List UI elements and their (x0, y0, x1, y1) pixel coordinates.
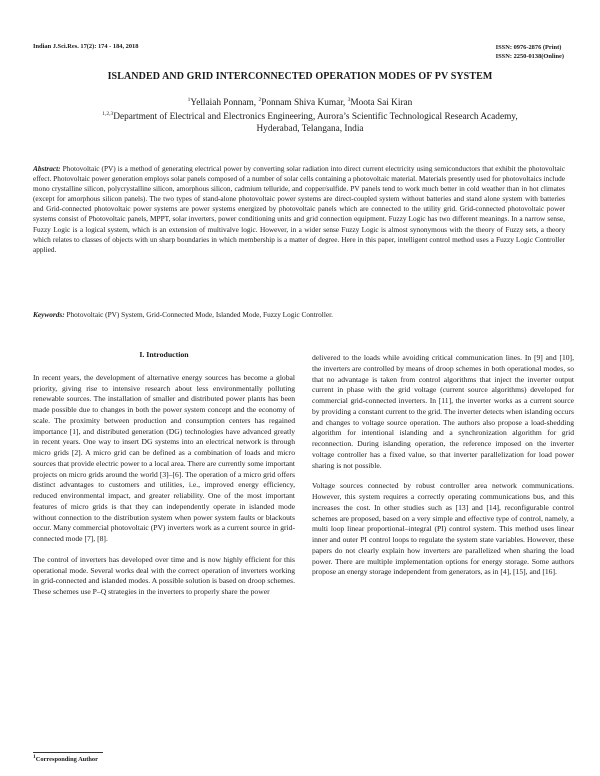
issn-online: ISSN: 2250-0138(Online) (495, 53, 564, 60)
issn-block (496, 43, 564, 61)
affiliation-sup: 1,2,3 (102, 110, 114, 117)
author-3: Moota Sai Kiran (350, 98, 413, 108)
intro-paragraph-2: The control of inverters has developed over time and is now highly efficient for this operational mode. Several works deal with the correct operation of inverters working in grid-connected and islanded modes. A possible solution is based on droop schemes. These schemes use P–Q strategies in the inverters to properly share the power (33, 554, 295, 596)
journal-citation: Indian J.Sci.Res. 17(2): 174 - 184, 2018 (33, 43, 139, 50)
section-title: I. Introduction (139, 350, 189, 359)
author-list (0, 98, 600, 108)
intro-paragraph-3: delivered to the loads while avoiding critical communication lines. In [9] and [10], the inverters are controlled by means of droop schemes in both operational modes, so that no advantage is taken from control algorithms that inject the inverter output current in phase with the grid voltage (current source algorithms) developed for commercial grid-connected inverters. In [11], the inverter works as a current source by providing a constant current to the grid. The inverter detects when islanding occurs and changes to voltage source operation. The authors also propose a load-shedding algorithm for intentional islanding and a synchronization algorithm for grid reconnection. During islanding operation, the reference imposed on the inverter voltage controller has a fixed value, so that inverter parallelization for load power sharing is not possible. (312, 353, 574, 470)
affiliation-line-1: Department of Electrical and Electronics Engineering, Aurora’s Scientific Technological Research Academy, (113, 112, 518, 122)
affiliation (100, 111, 520, 135)
keywords (33, 310, 565, 320)
issn-print: ISSN: 0976-2876 (Print) (495, 44, 562, 51)
author-3-sup: 3 (347, 96, 351, 103)
affiliation-line-2: Hyderabad, Telangana, India (256, 124, 364, 134)
abstract (33, 164, 565, 255)
right-column (312, 353, 574, 588)
left-column (33, 350, 295, 608)
paper-title: ISLANDED AND GRID INTERCONNECTED OPERATION MODES OF PV SYSTEM (107, 71, 493, 82)
author-1: Yellaiah Ponnam, (190, 98, 259, 108)
intro-paragraph-4: Voltage sources connected by robust controller area network communications. However, this system requires a correctly operating communications bus, and this increases the cost. In other studies such as [13] and [14], reconfigurable control schemes are proposed, based on a very simple and effective type of control, namely, a multi loop linear proportional–integral (PI) control system. This method uses linear inner and outer PI control loops to regulate the system state variables. However, these papers do not clearly explain how inverters are parallelized when sharing the load power. There are multiple implementation options for energy storage. Some authors propose an energy storage independent from generators, as in [4], [15], and [16]. (312, 481, 574, 577)
footnote-divider (33, 752, 103, 753)
footnote-sup: 1 (33, 753, 36, 760)
keywords-label: Keywords: (33, 310, 65, 319)
keywords-text: Photovoltaic (PV) System, Grid-Connected Mode, Islanded Mode, Fuzzy Logic Controller. (64, 310, 333, 319)
author-1-sup: 1 (187, 96, 191, 103)
footnote (33, 753, 98, 763)
abstract-label: Abstract: (33, 164, 61, 173)
author-2-sup: 2 (258, 96, 262, 103)
footnote-text: Corresponding Author (35, 756, 98, 763)
author-2: Ponnam Shiva Kumar, (261, 98, 348, 108)
intro-paragraph-1: In recent years, the development of alternative energy sources has become a global priority, giving rise to intensive research about less environmentally polluting renewable sources. The installation of smaller and distributed power plants has been made possible due to changes in both the power system concept and the economy of scale. The proximity between production and consumption centers has regained importance [1], and distributed generation (DG) technologies have advanced greatly in recent years. One way to insert DG systems into an electrical network is through micro grids [2]. A micro grid can be defined as a combination of loads and micro sources that provide electric power to a local area. There are currently some important projects on micro grids around the world [3]–[6]. The operation of a micro grid offers distinct advantages to customers and utilities, i.e., improved energy efficiency, reduced environmental impact, and greater reliability. One of the most important features of micro grids is that they can independently operate in islanded mode without connection to the distribution system when power system faults or blackouts occur. Many commercial photovoltaic (PV) inverters work as a current source in grid-connected mode [7], [8]. (33, 372, 295, 543)
abstract-text: Photovoltaic (PV) is a method of generating electrical power by converting solar radiation into direct current electricity using semiconductors that exhibit the photovoltaic effect. Photovoltaic power generation employs solar panels composed of a number of solar cells containing a photovoltaic material. Materials presently used for photovoltaics include mono crystalline silicon, polycrystalline silicon, amorphous silicon, cadmium telluride, and copper/sulfide. PV panels tend to work much better in cold weather than in hot climates (except for amorphous silicon panels). The two types of stand-alone photovoltaic power systems are direct-coupled system without batteries and stand alone system with batteries and Grid-connected photovoltaic power systems are power systems energized by photovoltaic panels which are connected to the utility grid. Grid-connected photovoltaic power systems consist of Photovoltaic panels, MPPT, solar inverters, power conditioning units and grid connection equipment. Fuzzy Logic has two different meanings. In a narrow sense, Fuzzy Logic is a logical system, which is an extension of multivalve logic. However, in a wider sense Fuzzy Logic is almost synonymous with the theory of Fuzzy sets, a theory which relates to classes of objects with un sharp boundaries in which membership is a matter of degree. Here in this paper, intelligent control method uses a Fuzzy Logic Controller applied. (33, 164, 565, 254)
